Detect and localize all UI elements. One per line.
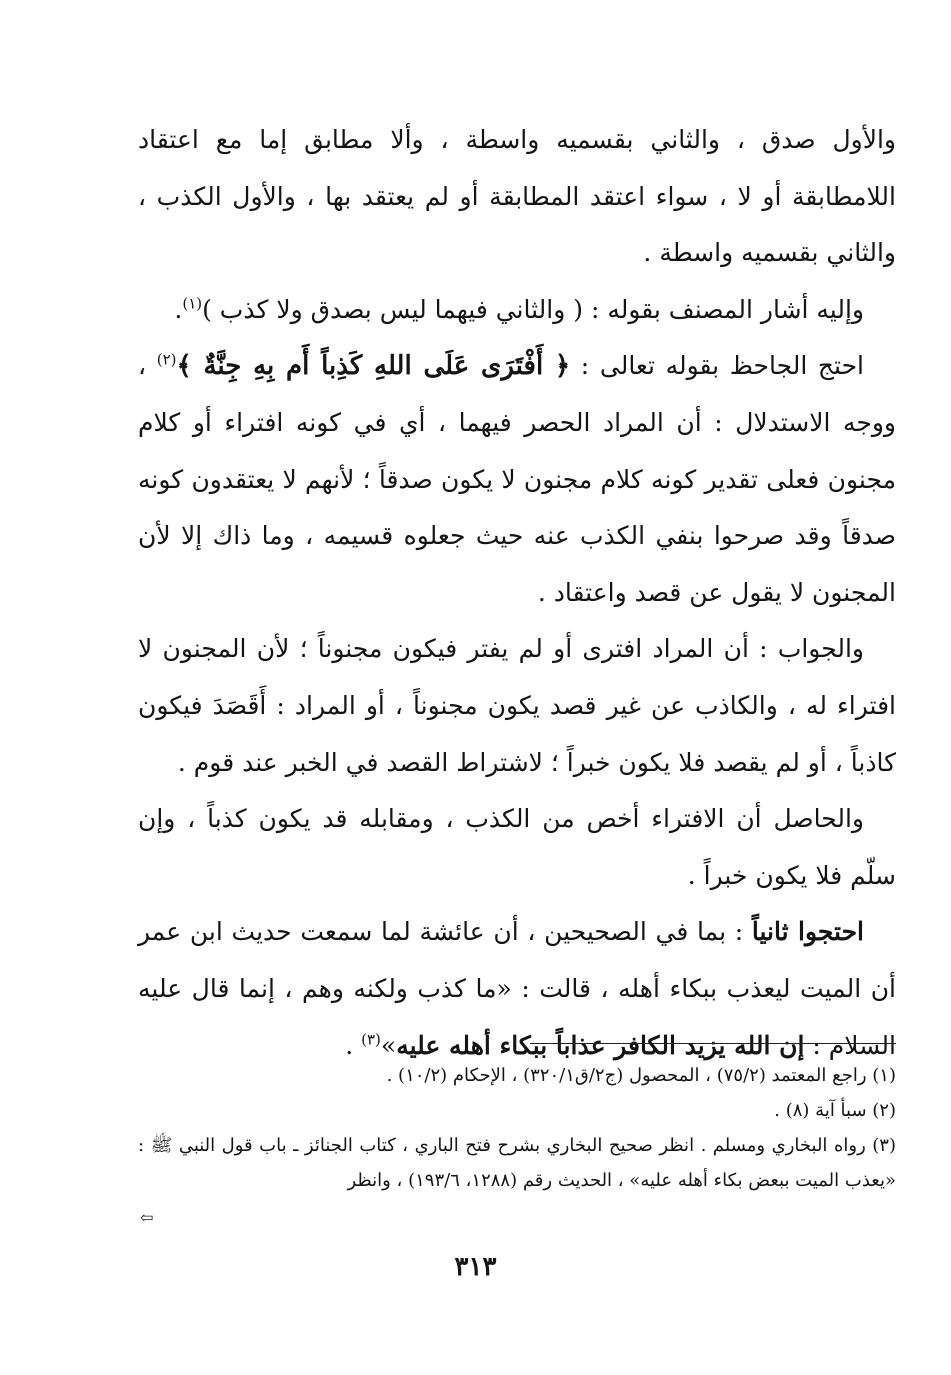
paragraph-2 bbox=[138, 282, 896, 339]
continuation-arrow-icon: ⇦ bbox=[140, 1208, 154, 1227]
text-run: . bbox=[345, 1030, 362, 1060]
footnote-1: (١) راجع المعتمد (٧٥/٢) ، المحصول (ج٢/ق٣٢٠/١) ، الإحكام (١٠/٢) . bbox=[386, 1065, 896, 1086]
text-run: : بما في الصحيحين ، أن عائشة لما سمعت حديث ابن عمر أن الميت ليعذب ببكاء أهله ، قالت : «ما كذب ولكنه وهم ، إنما قال عليه السلام : bbox=[138, 917, 896, 1060]
footnote-divider bbox=[530, 1043, 896, 1044]
paragraph-6 bbox=[138, 904, 896, 1074]
text-run: ، ووجه الاستدلال : أن المراد الحصر فيهما ، أي في كونه افتراء أو كلام مجنون فعلى تقدير كونه كلام مجنون لا يكون صدقاً ؛ لأنهم لا يعتقدون كونه صدقاً وقد صرحوا بنفي الكذب عنه حيث جعلوه قسيمه ، وما ذاك إلا لأن المجنون لا يقول عن قصد واعتقاد . bbox=[138, 351, 896, 607]
text-run: والأول صدق ، والثاني بقسميه واسطة ، وألا مطابق إما مع اعتقاد اللامطابقة أو لا ، سواء اعتقد المطابقة أو لم يعتقد بها ، والأول الكذب ، والثاني بقسميه واسطة . bbox=[138, 125, 896, 268]
text-run: » bbox=[380, 1030, 397, 1060]
text-run: وإليه أشار المصنف بقوله : ( والثاني فيهما ليس بصدق ولا كذب ) bbox=[202, 294, 864, 324]
text-run: احتج الجاحظ بقوله تعالى : bbox=[570, 351, 864, 381]
text-run: (٢) bbox=[156, 351, 177, 370]
footnotes bbox=[138, 1058, 896, 1198]
paragraph-1 bbox=[138, 112, 896, 282]
paragraph-5 bbox=[138, 791, 896, 904]
text-run: إن الله يزيد الكافر عذاباً ببكاء أهله عليه bbox=[396, 1030, 805, 1060]
text-run: ﴿ أَفْتَرَى عَلَى اللهِ كَذِباً أَم بِهِ جِنَّةٌ ﴾ bbox=[176, 351, 571, 382]
footnote-2: (٢) سبأ آية (٨) . bbox=[774, 1100, 896, 1121]
main-text bbox=[138, 112, 896, 1074]
text-run: والجواب : أن المراد افترى أو لم يفتر فيكون مجنوناً ؛ لأن المجنون لا افتراء له ، والكاذب عن غير قصد يكون مجنوناً ، أو المراد : أَقَصَدَ فيكون كاذباً ، أو لم يقصد فلا يكون خبراً ؛ لاشتراط القصد في الخبر عند قوم . bbox=[138, 634, 896, 777]
text-run: (٣) bbox=[361, 1030, 381, 1049]
footnote-3: (٣) رواه البخاري ومسلم . انظر صحيح البخاري بشرح فتح الباري ، كتاب الجنائز ـ باب قول النبي ﷺ : «يعذب الميت ببعض بكاء أهله عليه» ، الحديث رقم (١٢٨٨، ١٩٣/٦) ، وانظر bbox=[138, 1135, 896, 1191]
text-run: (١) bbox=[182, 294, 203, 313]
page-number: ٣١٣ bbox=[454, 1252, 497, 1282]
text-run: احتجوا ثانياً bbox=[751, 917, 864, 947]
paragraph-4 bbox=[138, 621, 896, 791]
paragraph-3 bbox=[138, 338, 896, 621]
text-run: . bbox=[174, 294, 183, 324]
text-run: والحاصل أن الافتراء أخص من الكذب ، ومقابله قد يكون كذباً ، وإن سلّم فلا يكون خبراً . bbox=[138, 804, 896, 890]
